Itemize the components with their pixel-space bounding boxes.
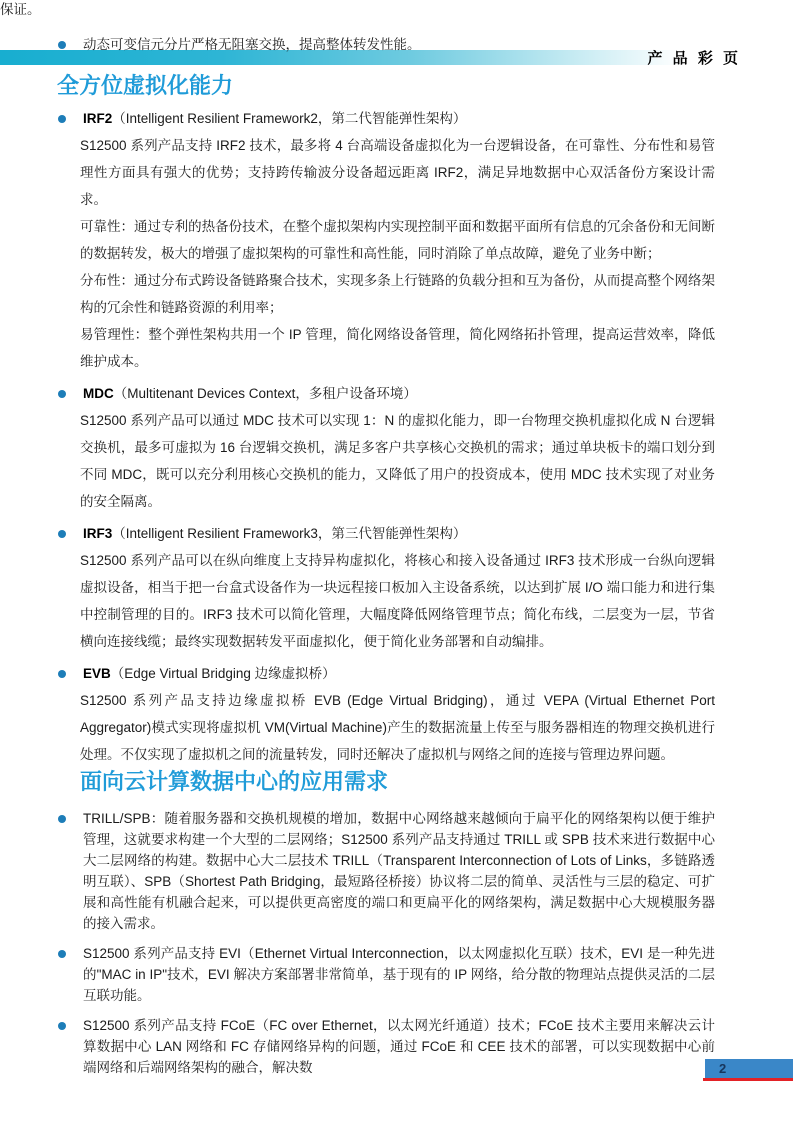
paragraph: S12500 系列产品支持 IRF2 技术，最多将 4 台高端设备虚拟化为一台逻辑设备，在可靠性、分布性和易管理性方面具有强大的优势；支持跨传输波分设备超远距离 IRF2，满足异地数据中心双活备份方案设计需求。 — [80, 138, 715, 207]
bullet-icon — [58, 950, 66, 958]
bullet-text: S12500 系列产品支持 FCoE（FC over Ethernet，以太网光纤通道）技术；FCoE 技术主要用来解决云计算数据中心 LAN 网络和 FC 存储网络异构的问题，通过 FCoE 和 CEE 技术的部署，可以实现数据中心前端网络和后端网络架构的融合，解决数 — [83, 1018, 715, 1075]
list-item-irf3 — [0, 520, 793, 655]
bullet-text: TRILL/SPB：随着服务器和交换机规模的增加，数据中心网络越来越倾向于扁平化的网络架构以便于维护管理，这就要求构建一个大型的二层网络；S12500 系列产品支持通过 TRILL 或 SPB 技术来进行数据中心大二层网络的构建。数据中心大二层技术 TRILL（Transparent Interconnection of Lots of Links，多链路透明互联）、SPB（Shortest Path Bridging，最短路径桥接）协议将二层的简单、灵活性与三层的稳定、可扩展和高性能有机融合起来，可以提供更高密度的端口和更扁平化的网络架构，满足数据中心大规模服务器的接入需求。 — [83, 811, 715, 931]
page-number: 2 — [719, 1061, 727, 1076]
bullet-icon — [58, 41, 66, 49]
term-description: （Intelligent Resilient Framework2，第二代智能弹性架构） — [112, 111, 467, 126]
intro-continuation-text: 保证。 — [0, 2, 41, 17]
paragraph: 易管理性：整个弹性架构共用一个 IP 管理，简化网络设备管理，简化网络拓扑管理，提高运营效率，降低维护成本。 — [80, 327, 715, 369]
item-body — [80, 687, 715, 768]
bullet-term-line — [83, 380, 417, 407]
footer-red-line — [703, 1078, 793, 1081]
page-number-box — [705, 1059, 793, 1078]
bullet-icon — [58, 115, 66, 123]
term-label: MDC — [83, 386, 114, 401]
term-description: （Intelligent Resilient Framework3，第三代智能弹性架构） — [112, 526, 467, 541]
paragraph: 可靠性：通过专利的热备份技术，在整个虚拟架构内实现控制平面和数据平面所有信息的冗余备份和无间断的数据转发，极大的增强了虚拟架构的可靠性和高性能，同时消除了单点故障，避免了业务中断； — [80, 219, 715, 261]
term-description: （Multitenant Devices Context，多租户设备环境） — [113, 386, 417, 401]
list-item-evi — [58, 943, 715, 1006]
bullet-icon — [58, 815, 66, 823]
term-label: EVB — [83, 666, 111, 681]
bullet-term-line — [83, 660, 336, 687]
bullet-term-row — [58, 520, 715, 547]
header-title: 产 品 彩 页 — [647, 50, 741, 67]
list-item-evb — [0, 660, 793, 768]
paragraph: S12500 系列产品支持边缘虚拟桥 EVB (Edge Virtual Bridging)，通过 VEPA (Virtual Ethernet Port Aggregator)模式实现将虚拟机 VM(Virtual Machine)产生的数据流量上传至与服务器相连的物理交换机进行处理。不仅实现了虚拟机之间的流量转发，同时还解决了虚拟机与网络之间的连接与管理边界问题。 — [80, 693, 715, 762]
list-item-cell-switching — [58, 34, 715, 56]
bullet-text: 动态可变信元分片严格无阻塞交换，提高整体转发性能。 — [83, 37, 421, 52]
bullet-icon — [58, 390, 66, 398]
section-title-cloud-datacenter: 面向云计算数据中心的应用需求 — [80, 769, 389, 794]
bullet-icon — [58, 670, 66, 678]
bullet-icon — [58, 530, 66, 538]
item-body — [80, 132, 715, 375]
bullet-term-row — [58, 660, 715, 687]
paragraph: S12500 系列产品可以通过 MDC 技术可以实现 1：N 的虚拟化能力，即一台物理交换机虚拟化成 N 台逻辑交换机，最多可虚拟为 16 台逻辑交换机，满足多客户共享核心交换机的需求；通过单块板卡的端口划分到不同 MDC，既可以充分利用核心交换机的能力，又降低了用户的投资成本，使用 MDC 技术实现了对业务的安全隔离。 — [80, 413, 715, 509]
paragraph: S12500 系列产品可以在纵向维度上支持异构虚拟化，将核心和接入设备通过 IRF3 技术形成一台纵向逻辑虚拟设备，相当于把一台盒式设备作为一块远程接口板加入主设备系统，以达到扩展 I/O 端口能力和进行集中控制管理的目的。IRF3 技术可以简化管理，大幅度降低网络管理节点；简化布线，二层变为一层，节省横向连接线缆；最终实现数据转发平面虚拟化，便于简化业务部署和自动编排。 — [80, 553, 715, 649]
bullet-term-row — [58, 105, 715, 132]
paragraph: 分布性：通过分布式跨设备链路聚合技术，实现多条上行链路的负载分担和互为备份，从而提高整个网络架构的冗余性和链路资源的利用率； — [80, 273, 715, 315]
bullet-term-line — [83, 105, 466, 132]
term-label: IRF3 — [83, 526, 113, 541]
item-body — [80, 547, 715, 655]
term-description: （Edge Virtual Bridging 边缘虚拟桥） — [110, 666, 336, 681]
list-item-fcoe — [58, 1015, 715, 1078]
bullet-text: S12500 系列产品支持 EVI（Ethernet Virtual Interconnection，以太网虚拟化互联）技术，EVI 是一种先进的"MAC in IP"技术，EVI 解决方案部署非常简单，基于现有的 IP 网络，给分散的物理站点提供灵活的二层互联功能。 — [83, 946, 715, 1003]
list-item-trill-spb — [58, 808, 715, 934]
term-label: IRF2 — [83, 111, 113, 126]
bullet-term-row — [58, 380, 715, 407]
item-body — [80, 407, 715, 515]
bullet-icon — [58, 1022, 66, 1030]
section-title-virtualization: 全方位虚拟化能力 — [57, 73, 234, 98]
bullet-term-line — [83, 520, 466, 547]
list-item-mdc — [0, 380, 793, 515]
list-item-irf2 — [0, 105, 793, 375]
